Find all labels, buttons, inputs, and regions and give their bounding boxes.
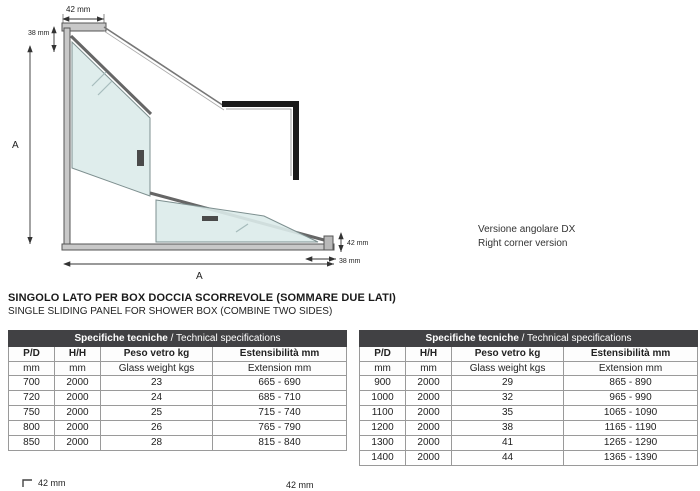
lower-door-handle bbox=[202, 216, 218, 221]
table-row bbox=[360, 406, 698, 421]
upper-door-handle bbox=[137, 150, 144, 166]
col-ext: Extension mm bbox=[213, 361, 347, 376]
spec-cell: 1165 - 1190 bbox=[564, 421, 698, 436]
spec-cell: 685 - 710 bbox=[213, 391, 347, 406]
spec-cell: 2000 bbox=[55, 406, 101, 421]
table-title-en: / Technical specifications bbox=[167, 332, 281, 344]
spec-cell: 1265 - 1290 bbox=[564, 436, 698, 451]
dim-width-label: A bbox=[196, 271, 203, 282]
table-row bbox=[360, 421, 698, 436]
spec-cell: 44 bbox=[452, 451, 564, 466]
spec-cell: 1000 bbox=[360, 391, 406, 406]
col-peso: Peso vetro kg bbox=[101, 347, 213, 362]
footer-dim-left bbox=[22, 478, 66, 488]
table-row bbox=[9, 436, 347, 451]
shower-diagram bbox=[0, 0, 460, 292]
spec-cell: 29 bbox=[452, 376, 564, 391]
col-hh-unit: mm bbox=[55, 361, 101, 376]
bottom-track-profile bbox=[62, 244, 334, 250]
spec-cell: 2000 bbox=[55, 391, 101, 406]
column-header-row bbox=[9, 347, 347, 362]
version-caption-it: Versione angolare DX bbox=[478, 224, 576, 235]
version-caption-en: Right corner version bbox=[478, 237, 568, 249]
table-title-it: Specifiche tecniche bbox=[425, 332, 519, 344]
spec-cell: 32 bbox=[452, 391, 564, 406]
column-subheader-row bbox=[360, 361, 698, 376]
table-title-row bbox=[9, 331, 347, 347]
col-hh: H/H bbox=[406, 347, 452, 362]
spec-cell: 38 bbox=[452, 421, 564, 436]
spec-cell: 715 - 740 bbox=[213, 406, 347, 421]
column-header-row bbox=[360, 347, 698, 362]
spec-cell: 2000 bbox=[55, 376, 101, 391]
col-pd: P/D bbox=[360, 347, 406, 362]
table-row bbox=[360, 436, 698, 451]
table-title-en: / Technical specifications bbox=[518, 332, 632, 344]
spec-cell: 800 bbox=[9, 421, 55, 436]
spec-cell: 2000 bbox=[55, 421, 101, 436]
spec-cell: 965 - 990 bbox=[564, 391, 698, 406]
col-glass: Glass weight kgs bbox=[101, 361, 213, 376]
col-pd-unit: mm bbox=[9, 361, 55, 376]
table-row bbox=[9, 406, 347, 421]
spec-cell: 765 - 790 bbox=[213, 421, 347, 436]
spec-cell: 2000 bbox=[406, 406, 452, 421]
spec-cell: 2000 bbox=[406, 421, 452, 436]
spec-cell: 26 bbox=[101, 421, 213, 436]
spec-cell: 865 - 890 bbox=[564, 376, 698, 391]
spec-cell: 900 bbox=[360, 376, 406, 391]
spec-cell: 2000 bbox=[55, 436, 101, 451]
table-title bbox=[360, 331, 698, 347]
table-title-it: Specifiche tecniche bbox=[74, 332, 168, 344]
col-ext: Extension mm bbox=[564, 361, 698, 376]
corner-wall bbox=[222, 104, 296, 180]
heading-italian: SINGOLO LATO PER BOX DOCCIA SCORREVOLE (SOMMARE DUE LATI) bbox=[8, 292, 396, 304]
left-frame-profile bbox=[64, 28, 70, 248]
spec-cell: 2000 bbox=[406, 451, 452, 466]
col-est: Estensibilità mm bbox=[564, 347, 698, 362]
spec-cell: 1300 bbox=[360, 436, 406, 451]
col-peso: Peso vetro kg bbox=[452, 347, 564, 362]
spec-cell: 1065 - 1090 bbox=[564, 406, 698, 421]
upper-glass-panel bbox=[72, 42, 150, 196]
spec-cell: 1400 bbox=[360, 451, 406, 466]
spec-cell: 1100 bbox=[360, 406, 406, 421]
dim-right-38-label: 38 mm bbox=[339, 258, 361, 265]
table-row bbox=[360, 376, 698, 391]
col-hh: H/H bbox=[55, 347, 101, 362]
table-title-row bbox=[360, 331, 698, 347]
dim-height-label: A bbox=[12, 140, 19, 151]
footer-dim-center-label: 42 mm bbox=[286, 480, 314, 490]
dim-right-42-label: 42 mm bbox=[347, 240, 369, 247]
spec-cell: 1365 - 1390 bbox=[564, 451, 698, 466]
right-spec-table bbox=[359, 330, 698, 466]
spec-cell: 2000 bbox=[406, 376, 452, 391]
end-profile bbox=[324, 236, 333, 250]
col-pd: P/D bbox=[9, 347, 55, 362]
section-heading bbox=[8, 292, 396, 317]
table-row bbox=[360, 451, 698, 466]
table-title bbox=[9, 331, 347, 347]
col-est: Estensibilità mm bbox=[213, 347, 347, 362]
footer-dim-center bbox=[286, 480, 314, 490]
table-row bbox=[360, 391, 698, 406]
spec-cell: 2000 bbox=[406, 436, 452, 451]
table-row bbox=[9, 376, 347, 391]
left-spec-table bbox=[8, 330, 347, 451]
spec-cell: 700 bbox=[9, 376, 55, 391]
version-caption bbox=[478, 223, 575, 250]
spec-cell: 41 bbox=[452, 436, 564, 451]
spec-cell: 24 bbox=[101, 391, 213, 406]
col-glass: Glass weight kgs bbox=[452, 361, 564, 376]
shower-corner-drawing bbox=[0, 0, 460, 292]
dim-bracket-icon bbox=[22, 478, 34, 488]
spec-cell: 23 bbox=[101, 376, 213, 391]
col-pd-unit: mm bbox=[360, 361, 406, 376]
spec-cell: 35 bbox=[452, 406, 564, 421]
spec-cell: 665 - 690 bbox=[213, 376, 347, 391]
spec-cell: 750 bbox=[9, 406, 55, 421]
spec-tables bbox=[8, 330, 696, 466]
dim-top-label: 42 mm bbox=[66, 5, 91, 14]
spec-cell: 815 - 840 bbox=[213, 436, 347, 451]
table-row bbox=[9, 421, 347, 436]
spec-cell: 850 bbox=[9, 436, 55, 451]
spec-cell: 720 bbox=[9, 391, 55, 406]
column-subheader-row bbox=[9, 361, 347, 376]
spec-cell: 2000 bbox=[406, 391, 452, 406]
dim-left-small-label: 38 mm bbox=[28, 30, 50, 37]
lower-glass-panel bbox=[156, 200, 318, 242]
spec-cell: 1200 bbox=[360, 421, 406, 436]
col-hh-unit: mm bbox=[406, 361, 452, 376]
footer-dim-left-label: 42 mm bbox=[38, 478, 66, 488]
heading-english: SINGLE SLIDING PANEL FOR SHOWER BOX (COMBINE TWO SIDES) bbox=[8, 306, 333, 317]
spec-cell: 28 bbox=[101, 436, 213, 451]
table-row bbox=[9, 391, 347, 406]
spec-cell: 25 bbox=[101, 406, 213, 421]
